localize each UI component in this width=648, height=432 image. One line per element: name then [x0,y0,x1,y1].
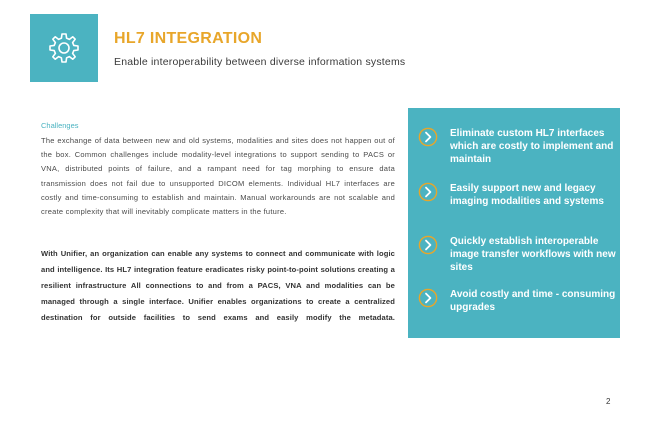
challenges-heading: Challenges [41,121,79,130]
chevron-right-icon [418,182,438,202]
benefit-text: Quickly establish interoperable image transfer workflows with new sites [450,236,616,274]
benefits-panel [408,108,620,338]
page-title: HL7 INTEGRATION [114,30,263,47]
page-number: 2 [606,397,611,406]
benefit-text: Easily support new and legacy imaging modalities and systems [450,183,604,208]
benefit-text: Eliminate custom HL7 interfaces which are costly to implement and maintain [450,128,614,166]
chevron-right-icon [418,288,438,308]
benefit-text: Avoid costly and time - consuming upgrades [450,289,616,314]
challenges-paragraph: The exchange of data between new and old systems, modalities and sites does not happen out of the box. Common challenges include modality-level integrations to support sending to PACS or VNA, distributed points of failure, and a rampant need for tag morphing to ensure data transmission does not fail due to unsupported DICOM elements. Individual HL7 interfaces are costly and time-consuming to establish and maintain. Manual workarounds are not scalable and create complexity that will inevitably complicate matters in the future. [41,136,395,217]
solution-paragraph: With Unifier, an organization can enable any systems to connect and communicate with logic and intelligence. Its HL7 integration feature eradicates risky point-to-point solutions creating a resilient infrastructure All connections to and from a PACS, VNA and modalities can be managed through a single interface. Unifier enables organizations to create a centralized destination for outside facilities to send exams and easily modify the metadata. [41,249,395,322]
gear-icon [48,32,80,64]
page-subtitle: Enable interoperability between diverse information systems [114,56,406,68]
chevron-right-icon [418,235,438,255]
header-icon-block [30,14,98,82]
chevron-right-icon [418,127,438,147]
